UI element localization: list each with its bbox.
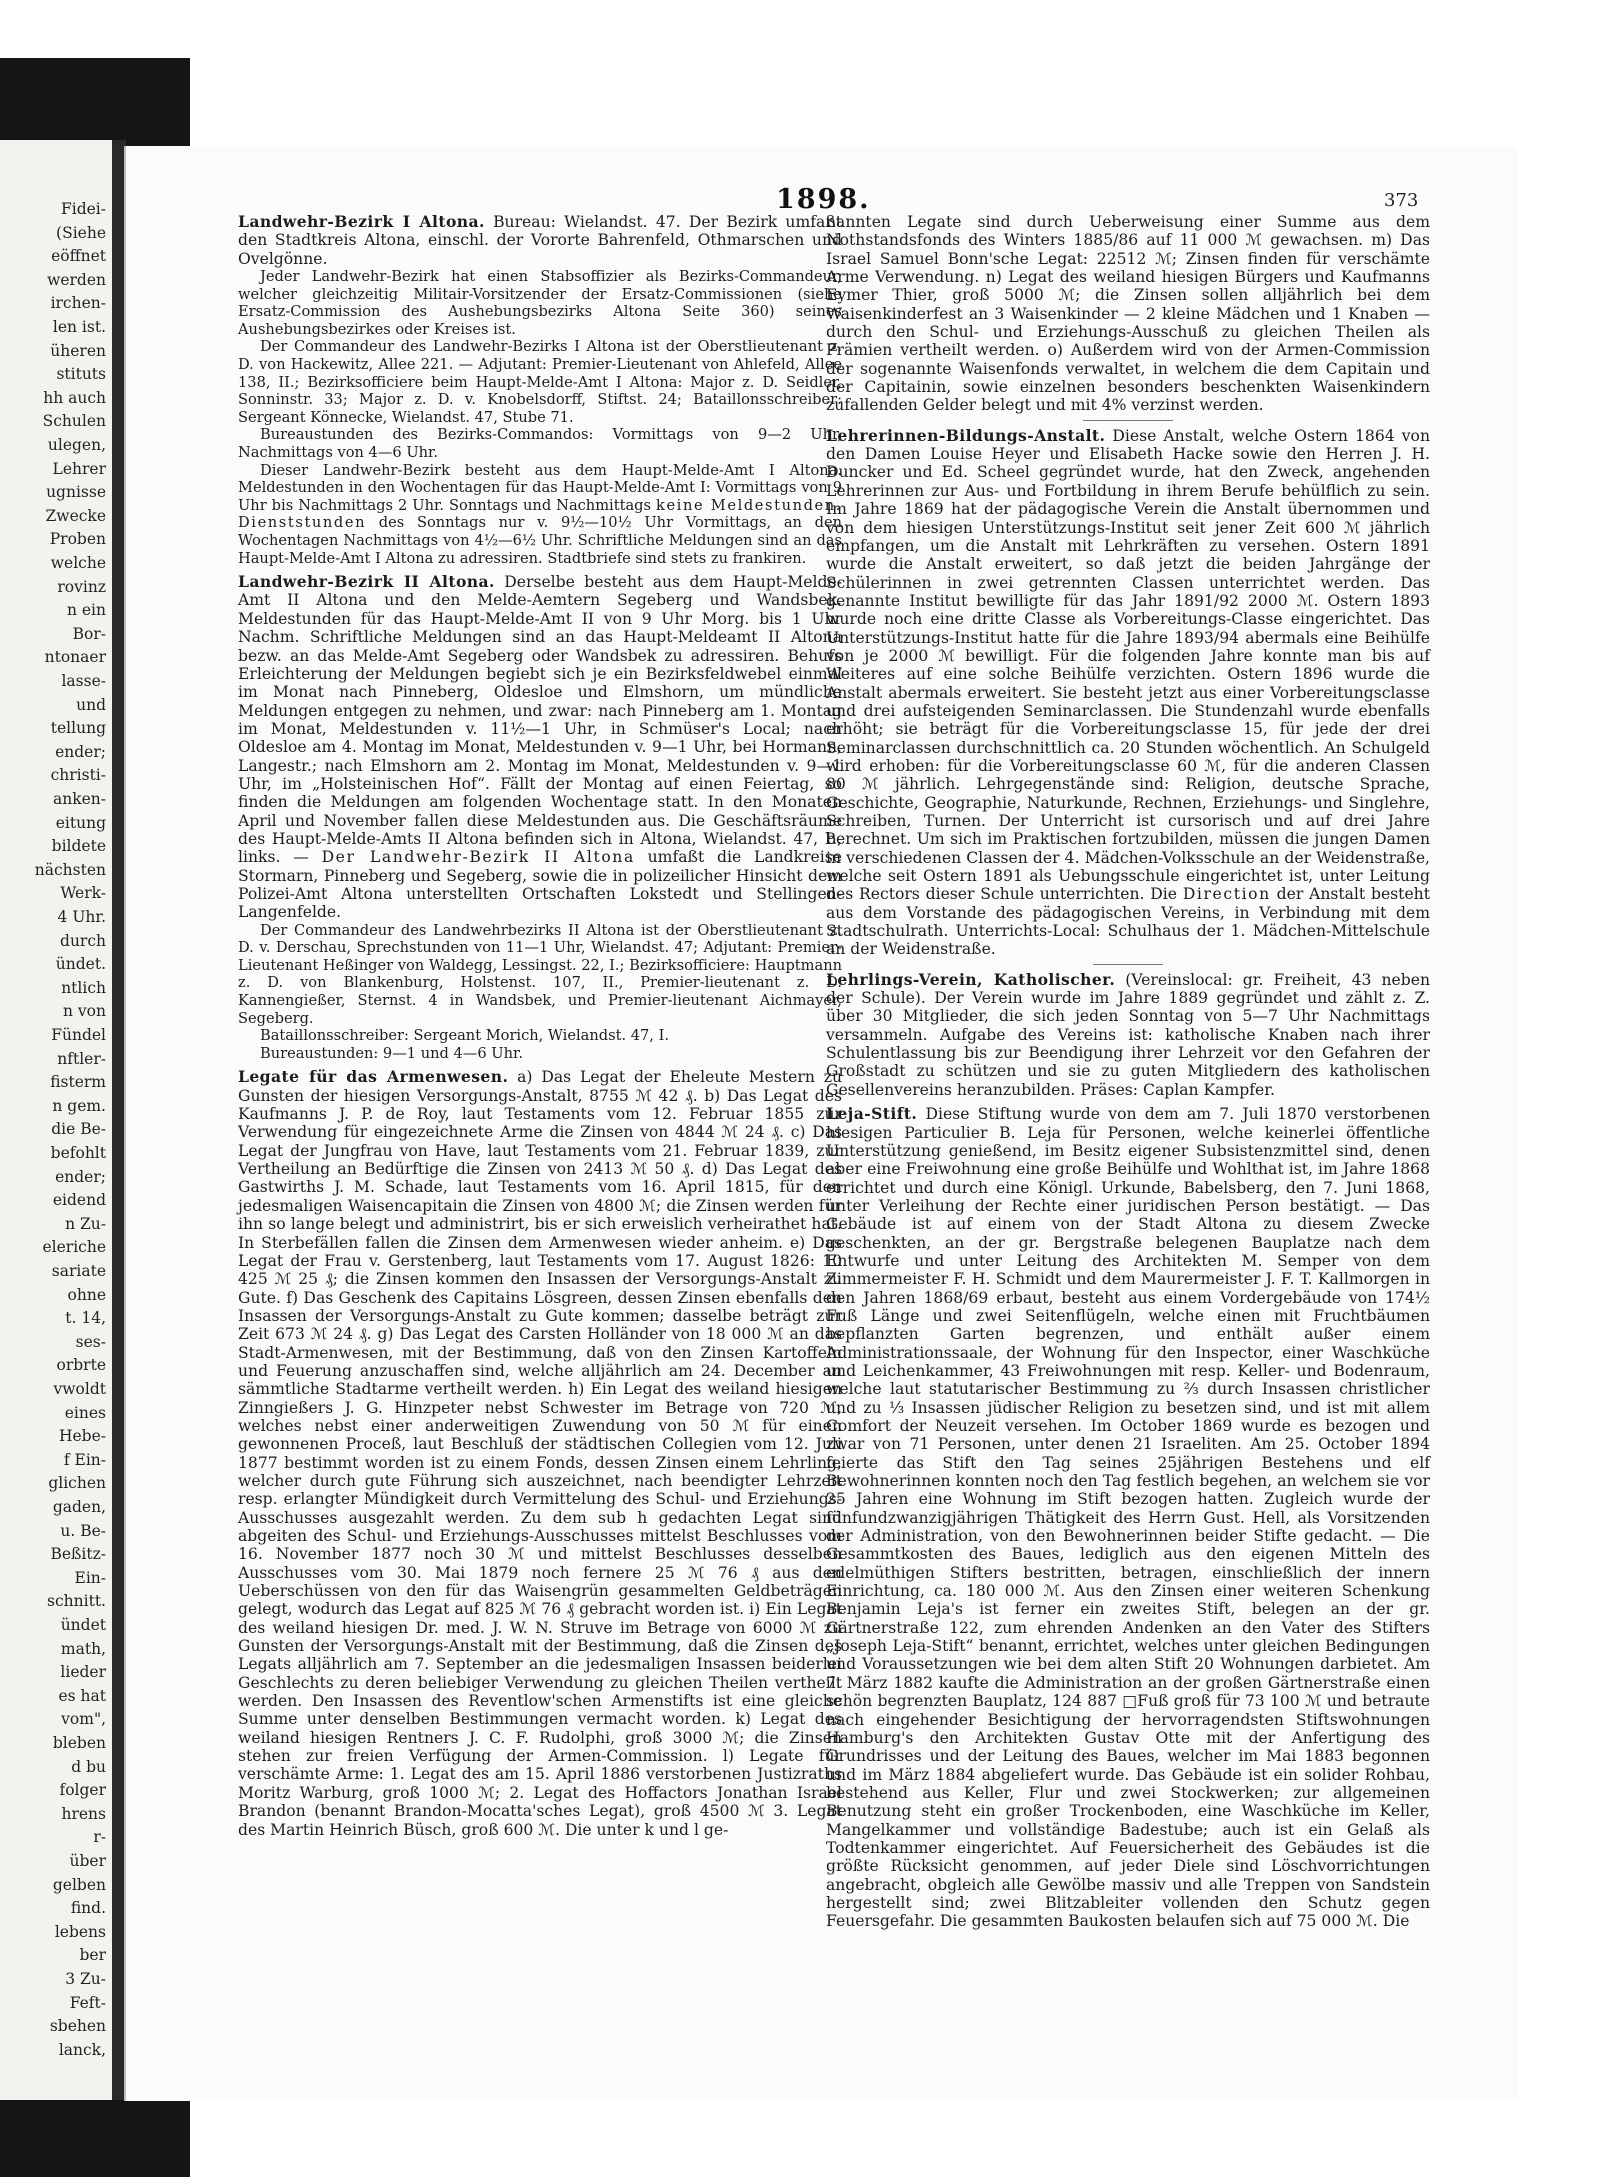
prev-page-fragment: Feft- [69,1993,106,2012]
prev-page-fragment: Bor- [72,624,106,643]
section-body: der Anstalt besteht aus dem Vorstande des pädagogischen Vereins, in Verbindung mit dem Stadtschulrath. Unterrichts-Local: Schulhaus der 1. Mädchen-Mittelschule an der Weidenstraße. [826,885,1430,959]
prev-page-fragment: über [69,1852,106,1870]
prev-page-fragment: schnitt. [47,1592,106,1611]
section-title: Landwehr-Bezirk I Altona. [238,212,485,231]
section-body: a) Das Legat der Eheleute Mestern zu Gunsten der hiesigen Versorgungs-Anstalt, 8755 ℳ 42 ₰. b) Das Legat des Kaufmanns J. P. de Roy, laut Testaments vom 12. Februar 1855 zur Verwendung für eingezeichnete Arme die Zinsen von 4844 ℳ 24 ₰. c) Das Legat der Jungfrau von Have, laut Testaments vom 21. Februar 1839, zur Vertheilung an Bedürftige die Zinsen von 2413 ℳ 50 ₰. d) Das Legat des Gastwirths J. M. Schade, laut Testaments vom 16. April 1815, für den jedesmaligen Waisencapitain die Zinsen von 4800 ℳ; die Zinsen werden für ihn so lange belegt und administrirt, bis er sich erweislich verheirathet hat. In Sterbefällen fallen die Zinsen dem Armenwesen wieder anheim. e) Das Legat der Frau v. Gerstenberg, laut Testaments vom 17. August 1826: 10 425 ℳ 25 ₰; die Zinsen kommen den Insassen der Versorgungs-Anstalt zu Gute. f) Das Geschenk des Capitains Lösgreen, dessen Zinsen ebenfalls den Insassen der Versorgungs-Anstalt zu Gute kommen; dasselbe beträgt zur Zeit 673 ℳ 24 ₰. g) Das Legat des Carsten Holländer von 18 000 ℳ an das Stadt-Armenwesen, mit der Bestimmung, daß von den Zinsen Kartoffeln und Feuerung anzuschaffen sind, welche alljährlich am 24. December an sämmtliche Stadtarme vertheilt werden. h) Ein Legat des weiland hiesigen Zinngießers J. G. Hinzpeter nebst Schwester im Betrage von 720 ℳ, welches nebst einer anderweitigen Zuwendung von 50 ℳ für einen gewonnenen Proceß, laut Beschluß der städtischen Collegien vom 12. Juli 1877 bestimmt worden ist zu einem Fonds, dessen Zinsen einem Lehrling, welcher durch gute Führung sich auszeichnet, nach beendigter Lehrzeit resp. erlangter Mündigkeit durch Vermittelung des Schul- und Erziehungs-Ausschusses ausgezahlt werden. Zu dem sub h gedachten Legat sind abgeiten des Schul- und Erziehungs-Ausschusses mittelst Beschlusses vom 16. November 1877 noch 30 ℳ und mittelst Beschlusses desselben Ausschusses vom 30. Mai 1879 noch fernere 25 ℳ 76 ₰ aus den Ueberschüssen von den für das Waisengrün gesammelten Geldbeträgen gelegt, wodurch das Legat auf 825 ℳ 76 ₰ gebracht worden ist. i) Ein Legat des weiland hiesigen Dr. med. J. W. N. Struve im Betrage von 6000 ℳ zu Gunsten der Versorgungs-Anstalt mit der Bestimmung, daß die Zinsen des Legats alljährlich am 7. September an die jedesmaligen Insassen beiderlei Geschlechts zu deren beliebiger Verwendung zu gleichen Theilen vertheilt werden. Den Insassen des Reventlow'schen Armenstifts ist eine gleiche Summe unter denselben Bestimmungen vermacht worden. k) Legat des weiland hiesigen Rentners J. C. F. Rudolphi, groß 3000 ℳ; die Zinsen stehen zur freien Verfügung der Armen-Commission. l) Legate für verschämte Arme: 1. Legat des am 15. April 1886 verstorbenen Justizraths Moritz Warburg, groß 1000 ℳ; 2. Legat des Hoffactors Jonathan Israel Brandon (benannt Brandon-Mocatta'sches Legat), groß 4500 ℳ 3. Legat des Martin Heinrich Büsch, groß 600 ℳ. Die unter k und l ge- [238,1068,842,1839]
prev-page-fragment: werden [47,270,106,289]
prev-page-fragment: eleriche [42,1238,106,1257]
section-title: Lehrlings-Verein, Katholischer. [826,969,1116,989]
prev-page-fragment: Lehrer [52,459,106,478]
prev-page-fragment: eitung [55,813,106,832]
prev-page-fragment: ber [79,1946,106,1965]
prev-page-fragment: f Ein- [63,1450,106,1469]
prev-page-fragment: üheren [50,341,106,360]
prev-page-fragment: d bu [71,1757,106,1776]
prev-page-fragment: glichen [48,1474,106,1493]
prev-page-fragment: lasse- [61,672,106,690]
prev-page-fragment: ses- [75,1332,106,1351]
prev-page-fragment: es hat [58,1686,106,1705]
paragraph [238,462,842,568]
top-margin [0,0,1600,58]
section-lehrerinnen [826,427,1430,959]
prev-page-fragment: sbehen [49,2017,106,2036]
prev-page-fragment: hrens [61,1804,106,1823]
prev-page-fragment: len ist. [52,318,106,336]
prev-page-fragment: Ein- [74,1568,106,1587]
prev-page-fragment: lieder [60,1663,106,1682]
previous-page-edge [0,140,112,2100]
prev-page-fragment: rovinz [57,577,106,596]
prev-page-fragment: befohlt [50,1144,106,1162]
section-body: Derselbe besteht aus dem Haupt-Melde-Amt II Altona und den Melde-Aemtern Segeberg und Wandsbek. Meldestunden für das Haupt-Melde-Amt II von 9 Uhr Morg. bis 1 Uhr Nachm. Schriftliche Meldungen sind an das Haupt-Meldeamt II Altona bezw. an das Melde-Amt Segeberg oder Wandsbek zu adressiren. Behufs Erleichterung der Meldungen begiebt sich je ein Bezirksfeldwebel einmal im Monat nach Pinneberg, Oldesloe und Elmshorn, um mündliche Meldungen entgegen zu nehmen, und zwar: nach Pinneberg am 1. Montag im Monat, Meldestunden v. 11½—1 Uhr, in Schmüser's Local; nach Oldesloe am 4. Montag im Monat, Meldestunden v. 9—1 Uhr, bei Hormann, Langestr.; nach Elmshorn am 2. Montag im Monat, Meldestunden v. 9—1 Uhr, im „Holsteinischen Hof“. Fällt der Montag auf einen Feiertag, so finden die Meldungen am folgenden Wochentage statt. In den Monaten April und November fallen diese Meldestunden aus. Die Geschäftsräume des Haupt-Melde-Amts II Altona befinden sich in Altona, Wielandst. 47, P., links. — [238,573,842,867]
page-number: 373 [1384,190,1419,211]
prev-page-fragment: die Be- [51,1120,106,1139]
section-title: Lehrerinnen-Bildungs-Anstalt. [826,425,1106,445]
prev-page-fragment: sariate [51,1262,106,1280]
prev-page-fragment: find. [70,1899,106,1918]
prev-page-fragment: anken- [52,790,106,808]
prev-page-fragment: 4 Uhr. [57,908,106,926]
prev-page-fragment: irchen- [50,294,106,313]
prev-page-fragment: tellung [50,719,106,738]
section-leja-stift [826,1105,1430,1930]
paragraph: Der Commandeur des Landwehrbezirks II Altona ist der Oberstlieutenant z. D. v. Derschau, Sprechstunden von 11—1 Uhr, Wielandst. 47; Adjutant: Premier-Lieutenant Heßinger von Waldegg, Lessingst. 22, I.; Bezirksofficiere: Hauptmann z. D. von Blankenburg, Holstenst. 107, II., Premier-lieutenant z. D. Kannengießer, Sternst. 4 in Wandsbek, und Premier-lieutenant Aichmayer, Segeberg. [238,921,842,1027]
prev-page-fragment: stituts [56,365,106,384]
text-span: des Sonntags nur v. 9½—10½ Uhr Vormittags, an den Wochentagen Nachmittags von 4½—6½ Uhr. Schriftliche Meldungen sind an das Haupt-Melde-Amt I Altona zu adressiren. Stadtbriefe sind stets zu frankiren. [238,514,842,567]
prev-page-fragment: t. 14, [65,1309,106,1328]
text-span: Dieser Landwehr-Bezirk besteht aus dem Haupt-Melde-Amt I Altona. Meldestunden in den Wochentagen für das Haupt-Melde-Amt I: Vormittags von 9 Uhr bis Nachmittags 2 Uhr. Sonntags und Nachmittags [238,461,842,514]
paragraph: Bureaustunden: 9—1 und 4—6 Uhr. [260,1044,524,1062]
prev-page-fragment: n gem. [52,1096,106,1115]
prev-page-fragment: gaden, [52,1498,106,1516]
prev-page-fragment: durch [60,931,106,950]
prev-page-fragment: eöffnet [51,247,106,266]
prev-page-fragment: math, [60,1639,106,1658]
paragraph: Bureaustunden des Bezirks-Commandos: Vormittags von 9—2 Uhr, Nachmittags von 4—6 Uhr. [238,426,842,461]
section-landwehr-altona-2 [238,573,842,922]
prev-page-fragment: hh auch [43,388,106,407]
section-title: Landwehr-Bezirk II Altona. [238,572,495,592]
prev-page-fragment: nächsten [34,860,106,879]
emphasis-text: Der Landwehr-Bezirk II Altona [321,848,635,867]
prev-page-fragment: christi- [50,766,106,785]
emphasis-text: Direction [1182,885,1271,904]
prev-page-fragment: bildete [51,837,106,856]
prev-page-fragment: ündet [60,1616,106,1634]
prev-page-fragment: ender; [55,1167,106,1186]
section-body: Diese Anstalt, welche Ostern 1864 von den Damen Louise Heyer und Elisabeth Hacke sowie den Herren J. H. Duncker und Ed. Scheel gegründet wurde, hat den Zweck, angehenden Lehrerinnen zur Aus- und Fortbildung in ihrem Berufe behülflich zu sein. Im Jahre 1869 hat der pädagogische Verein die Anstalt übernommen und von dem hiesigen Unterstützungs-Institut seit jener Zeit 600 ℳ jährlich empfangen, um die Anstalt mit Lehrkräften zu versehen. Ostern 1891 wurde die Anstalt erweitert, so daß jetzt die beiden Jahrgänge der Schülerinnen in zwei getrennten Classen unterrichtet werden. Das genannte Institut bewilligte für das Jahr 1891/92 2000 ℳ. Ostern 1893 wurde noch eine dritte Classe als Vorbereitungs-Classe eingerichtet. Das Unterstützungs-Institut hatte für die Jahre 1893/94 abermals eine Beihülfe von je 2000 ℳ bewilligt. Für die folgenden Jahre konnte man bis auf Weiteres auf eine solche Beihülfe verzichten. Ostern 1896 wurde die Anstalt abermals erweitert. Sie besteht jetzt aus einer Vorbereitungsclasse und drei aufsteigenden Seminarclassen. Die Stundenzahl wurde ebenfalls erhöht; sie beträgt für die Vorbereitungsclasse 15, für jede der drei Seminarclassen durchschnittlich ca. 20 Stunden wöchentlich. An Schulgeld wird erhoben: für die Vorbereitungsclasse 60 ℳ, für die anderen Classen 80 ℳ jährlich. Lehrgegenstände sind: Religion, deutsche Sprache, Geschichte, Geographie, Naturkunde, Rechnen, Erziehungs- und Singlehre, Schreiben, Turnen. Der Unterricht ist cursorisch und auf drei Jahre berechnet. Um sich im Praktischen fortzubilden, müssen die jungen Damen in verschiedenen Classen der 4. Mädchen-Volksschule an der Weidenstraße, welche seit Ostern 1891 als Uebungsschule eingerichtet ist, unter Leitung des Rectors dieser Schule unterrichten. Die [826,426,1430,904]
section-lehrlings [826,971,1430,1099]
right-column [826,213,1430,1931]
prev-page-fragment: ntonaer [44,648,106,667]
prev-page-fragment: (Siehe [56,223,106,242]
section-landwehr-altona-1 [238,213,842,268]
prev-page-fragment: ündet. [55,955,106,974]
prev-page-fragment: vom", [61,1710,106,1729]
section-body: (Vereinslocal: gr. Freiheit, 43 neben der Schule). Der Verein wurde im Jahre 1889 gegründet und zählt z. Z. über 30 Mitglieder, die sich jeden Sonntag von 5—7 Uhr Nachmittags versammeln. Aufgabe des Vereins ist: katholische Knaben nach ihrer Schulentlassung bis zur Beendigung ihrer Lehrzeit vor den Gefahren der Großstadt zu schützen und sie zu guten Mitgliedern des katholischen Gesellenvereins heranzubilden. Präses: Caplan Kampfer. [826,970,1430,1099]
prev-page-fragment: nftler- [57,1049,106,1068]
section-legate [238,1068,842,1838]
prev-page-fragment: orbrte [56,1356,106,1375]
emphasis-text: Dienststunden [238,514,367,532]
page-year: 1898. [776,184,871,215]
prev-page-fragment: u. Be- [60,1521,106,1540]
prev-page-fragment: lebens [54,1922,106,1941]
prev-page-fragment: ntlich [61,978,106,997]
prev-page-fragment: ender; [55,742,106,761]
continued-paragraph: nannten Legate sind durch Ueberweisung einer Summe aus dem Nothstandsfonds des Winters 1885/86 auf 11 000 ℳ gewachsen. m) Das Israel Samuel Bonn'sche Legat: 22512 ℳ; Zinsen finden für verschämte Arme Verwendung. n) Legat des weiland hiesigen Bürgers und Kaufmanns Eymer Thier, groß 5000 ℳ; die Zinsen sollen alljährlich bei dem Waisenkinderfest an 3 Waisenkinder — 2 kleine Mädchen und 1 Knaben — durch den Schul- und Erziehungs-Ausschuß zu gleichen Theilen als Prämien vertheilt werden. o) Außerdem wird von der Armen-Commission der sogenannte Waisenfonds verwaltet, in welchem die dem Capitain und der Capitainin, sowie einzelnen besonders beschenkten Waisenkindern zufallenden Gelder belegt und mit 4% verzinst werden. [826,213,1430,415]
section-title: Leja-Stift. [826,1104,918,1124]
prev-page-fragment: ohne [67,1285,106,1304]
prev-page-fragment: fisterm [50,1073,106,1092]
prev-page-fragment: eines [64,1403,106,1422]
prev-page-fragment: und [76,695,106,714]
prev-page-fragment: n von [63,1002,106,1021]
paragraph: Bataillonsschreiber: Sergeant Morich, Wielandst. 47, I. [260,1027,669,1045]
prev-page-fragment: lanck, [58,2040,106,2059]
emphasis-text: keine Meldestunden. [656,496,842,514]
left-column [238,213,842,1839]
section-title: Legate für das Armenwesen. [238,1067,509,1087]
section-body: umfaßt die Landkreise Stormarn, Pinneberg und Segeberg, sowie die in polizeilicher Hinsicht dem Polizei-Amt Altona unterstellten Ortschaften Lokstedt und Stellingen-Langenfelde. [238,848,842,922]
divider [1083,420,1173,421]
prev-page-fragment: welche [50,554,106,572]
prev-page-fragment: vwoldt [53,1380,106,1398]
prev-page-fragment: ugnisse [46,483,106,502]
paragraph: Der Commandeur des Landwehr-Bezirks I Altona ist der Oberstlieutenant z. D. von Hackewitz, Allee 221. — Adjutant: Premier-Lieutenant von Ahlefeld, Allee 138, II.; Bezirksofficiere beim Haupt-Melde-Amt I Altona: Major z. D. Seidler, Sonninstr. 33; Major z. D. v. Knobelsdorff, Stiftst. 24; Bataillonsschreiber: Sergeant Könnecke, Wielandst. 47, Stube 71. [238,338,842,426]
section-body: Bureau: Wielandst. 47. Der Bezirk umfaßt den Stadtkreis Altona, einschl. der Vororte Bahrenfeld, Othmarschen und Ovelgönne. [238,213,842,268]
prev-page-fragment: n Zu- [65,1214,106,1233]
prev-page-fragment: ulegen, [47,436,106,454]
prev-page-fragment: 3 Zu- [65,1970,106,1988]
prev-page-fragment: Fidei- [60,200,106,218]
prev-page-fragment: Zwecke [45,506,106,525]
prev-page-fragment: n ein [66,601,106,620]
prev-page-fragment: gelben [52,1875,106,1894]
prev-page-fragment: Hebe- [58,1427,106,1446]
book-gutter [112,140,126,2100]
prev-page-fragment: Werk- [60,884,106,903]
prev-page-fragment: Fündel [51,1026,106,1044]
paragraph: Jeder Landwehr-Bezirk hat einen Stabsoffizier als Bezirks-Commandeur, welcher gleichzeitig Militair-Vorsitzender der Ersatz-Commissionen (siehe Ersatz-Commission des Aushebungsbezirks Altona Seite 360) seines Aushebungsbezirkes oder Kreises ist. [238,268,842,338]
prev-page-fragment: r- [93,1828,106,1847]
prev-page-fragment: folger [59,1781,106,1800]
divider [1093,964,1163,965]
prev-page-fragment: Schulen [42,412,106,431]
section-body: Diese Stiftung wurde von dem am 7. Juli 1870 verstorbenen hiesigen Particulier B. Leja für Personen, welche keinerlei öffentliche Unterstützung genießend, im Besitz eigener Subsistenzmittel sind, denen aber eine Freiwohnung eine große Beihülfe und Wohlthat ist, im Jahre 1868 errichtet und durch eine Königl. Urkunde, Babelsberg, den 7. Juni 1868, unter Verleihung der Rechte einer juridischen Person bestätigt. — Das Gebäude ist auf einem von der Stadt Altona zu diesem Zwecke geschenkten, an der gr. Bergstraße belegenen Bauplatze nach dem Entwurfe und unter Leitung des Architekten M. Semper von dem Zimmermeister F. H. Schmidt und dem Maurermeister J. F. T. Kallmorgen in den Jahren 1868/69 erbaut, besteht aus einem Vordergebäude von 174½ Fuß Länge und zwei Seitenflügeln, welche einen mit Fruchtbäumen bepflanzten Garten begrenzen, und enthält außer einem Administrationssaale, der Wohnung für den Inspector, einer Waschküche und Leichenkammer, 43 Freiwohnungen mit resp. Keller- und Bodenraum, welche laut statutarischer Bestimmung zu ⅔ durch Insassen christlicher und zu ⅓ Insassen jüdischer Religion zu besetzen sind, und ist mit allem Comfort der Neuzeit versehen. Im October 1869 wurde es bezogen und zwar von 71 Personen, unter denen 21 Israeliten. Am 25. October 1894 feierte das Stift den Tag seines 25jährigen Bestehens und elf Bewohnerinnen konnten noch den Tag festlich begehen, an welchem sie vor 25 Jahren eine Wohnung im Stift bezogen hatten. Zugleich wurde der fünfundzwanzigjährigen Thätigkeit des Herrn Gust. Hell, als Vorsitzenden der Administration, von den Bewohnerinnen beider Stifte gedacht. — Die Gesammtkosten des Baues, lediglich aus den eigenen Mitteln des edelmüthigen Stifters bestritten, betragen, einschließlich der innern Einrichtung, ca. 180 000 ℳ. Aus den Zinsen einer weiteren Schenkung Benjamin Leja's ist ferner ein zweites Stift, belegen an der gr. Gärtnerstraße 122, zum ehrenden Andenken an den Vater des Stifters „Joseph Leja-Stift“ benannt, errichtet, welches unter gleichen Bedingungen und Voraussetzungen wie bei dem alten Stift 20 Wohnungen darbietet. Am 7. März 1882 kaufte die Administration an der großen Gärtnerstraße einen schön begrenzten Bauplatz, 124 887 □Fuß groß für 73 100 ℳ und betraute nach eingehender Besichtigung der hervorragendsten Stiftswohnungen Hamburg's den Architekten Gustav Otte mit der Anfertigung des Grundrisses und der Leitung des Baues, welcher im Mai 1883 begonnen und im März 1884 abgeliefert wurde. Das Gebäude ist ein solider Rohbau, bestehend aus Keller, Flur und zwei Stockwerken; zur allgemeinen Benutzung steht ein großer Trockenboden, eine Waschküche im Keller, Mangelkammer und vollständige Badestube; auch ist ein Gelaß als Todtenkammer eingerichtet. Auf Feuersicherheit des Gebäudes ist die größte Rücksicht genommen, auf jeder Diele sind Löschvorrichtungen angebracht, obgleich alle Gewölbe massiv und alle Treppen von Sandstein hergestellt sind; zwei Blitzableiter vollenden den Schutz gegen Feuersgefahr. Die gesammten Baukosten belaufen sich auf 75 000 ℳ. Die [826,1105,1430,1931]
prev-page-fragment: Proben [49,530,106,549]
prev-page-fragment: eidend [52,1191,106,1210]
prev-page-fragment: bleben [52,1734,106,1752]
prev-page-fragment: Beßitz- [50,1545,106,1564]
